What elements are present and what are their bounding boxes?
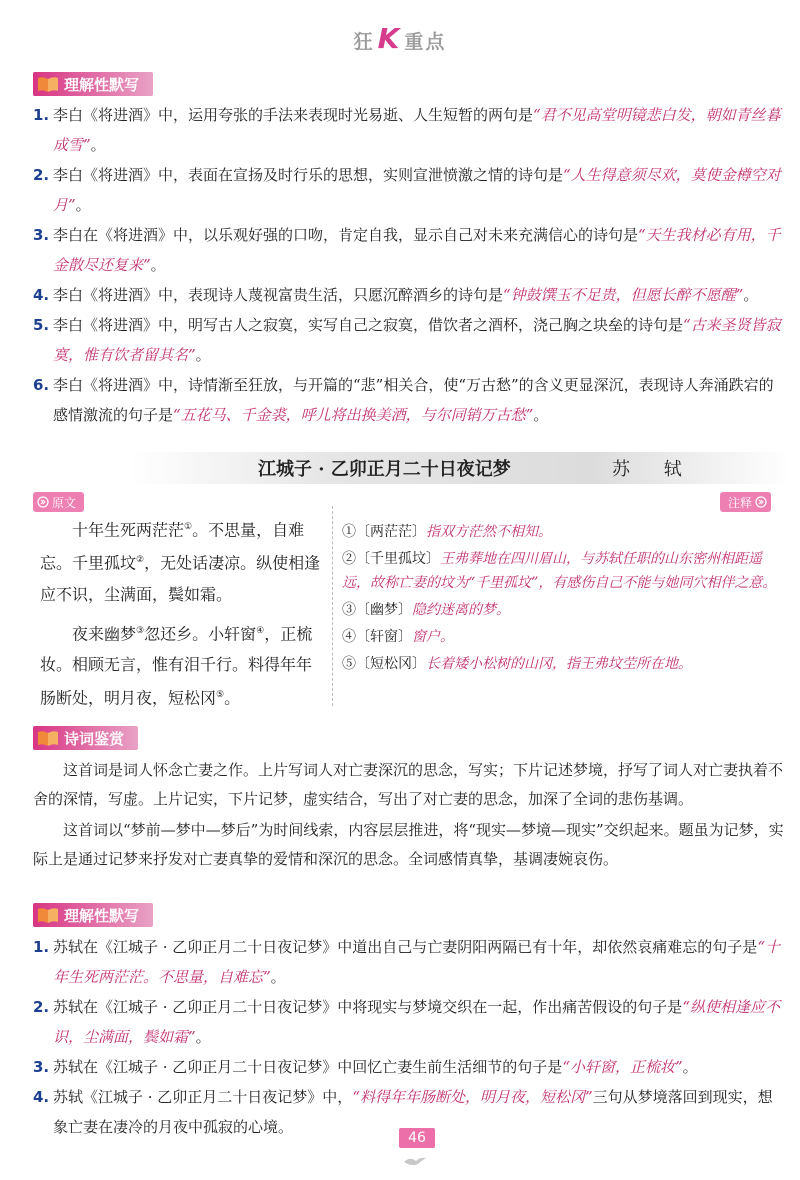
poem-stanza-2 [40, 616, 325, 714]
note-definition: 指双方茫然不相知。 [426, 524, 552, 540]
poem-line: 。不思量，自难忘。千里孤坟 [40, 520, 305, 573]
question-text: 李白《将进酒》中，明写古人之寂寞，实写自己之寂寞，借饮者之酒杯，浇己胸之块垒的诗句是 [53, 316, 684, 334]
question-tail: 。 [195, 346, 211, 364]
section-title: 理解性默写 [64, 75, 140, 94]
poem-original-text [40, 512, 325, 719]
arrows-icon [755, 496, 767, 508]
original-label-text: 原文 [52, 495, 77, 510]
brand-k-letter: K [377, 22, 402, 55]
footnote-marker: ① [184, 522, 193, 532]
question-number: 2. [33, 166, 50, 184]
question-text: 苏轼在《江城子 · 乙卯正月二十日夜记梦》中将现实与梦境交织在一起，作出痛苦假设的句子是 [53, 998, 683, 1016]
answer-text: “料得年年肠断处，明月夜，短松冈” [352, 1088, 593, 1106]
poem-title: 江城子 · 乙卯正月二十日夜记梦 [258, 459, 511, 480]
question-tail: 。 [75, 196, 91, 214]
question-item [33, 100, 783, 160]
question-tail: 。 [270, 968, 286, 986]
question-tail: 。 [533, 406, 549, 424]
question-text: 李白《将进酒》中，表面在宣扬及时行乐的思想，实则宣泄愤激之情的诗句是 [53, 166, 564, 184]
footnote-marker: ② [136, 555, 145, 566]
question-tail: 。 [90, 136, 106, 154]
footnote-marker: ④ [256, 625, 265, 636]
question-text: 苏轼《江城子 · 乙卯正月二十日夜记梦》中， [53, 1088, 353, 1106]
question-item [33, 280, 783, 310]
note-term: ⑤〔短松冈〕 [342, 656, 426, 672]
footnote-marker: ③ [136, 625, 145, 636]
answer-text: “古来圣贤皆寂寞，惟有饮者留其名” [53, 316, 781, 364]
poem-line: 忽还乡。小轩窗 [144, 623, 257, 643]
appreciation-text [33, 756, 785, 876]
question-item [33, 160, 783, 220]
question-number: 3. [33, 226, 50, 244]
question-number: 4. [33, 1088, 50, 1106]
appreciation-paragraph: 这首词以“梦前—梦中—梦后”为时间线索，内容层层推进，将“现实—梦境—现实”交织起来。题虽为记梦，实际上是通过记梦来抒发对亡妻真挚的爱情和深沉的思念。全词感情真挚，基调凄婉哀伤。 [33, 821, 784, 868]
question-number: 6. [33, 376, 50, 394]
note-item [342, 625, 787, 649]
page-header [0, 0, 800, 62]
question-text: 李白《将进酒》中，诗情渐至狂放，与开篇的“悲”相关合，使“万古愁”的含义更显深沉，表现诗人奔涌跌宕的感情激流的句子是 [53, 376, 774, 424]
note-item [342, 652, 787, 676]
question-list-1 [33, 100, 783, 430]
question-text: 苏轼在《江城子 · 乙卯正月二十日夜记梦》中回忆亡妻生前生活细节的句子是 [53, 1058, 563, 1076]
poem-line: 十年生死两茫茫 [72, 520, 185, 540]
page-number: 46 [399, 1128, 435, 1148]
note-term: ②〔千里孤坟〕 [342, 551, 440, 567]
brand-right-text: 重点 [404, 31, 447, 53]
answer-text: “小轩窗，正梳妆” [562, 1058, 683, 1076]
poem-stanza-1 [40, 512, 325, 610]
answer-text: “钟鼓馔玉不足贵，但愿长醉不愿醒” [503, 286, 744, 304]
book-icon [37, 729, 59, 747]
arrows-icon [37, 496, 49, 508]
brand-logo [354, 22, 447, 55]
bird-icon [400, 1152, 430, 1168]
question-tail: 。 [682, 1058, 698, 1076]
original-text-label [33, 492, 84, 512]
note-term: ①〔两茫茫〕 [342, 524, 426, 540]
question-item [33, 370, 783, 430]
appreciation-paragraph: 这首词是词人怀念亡妻之作。上片写词人对亡妻深沉的思念，写实；下片记述梦境，抒写了词人对亡妻执着不舍的深情，写虚。上片记实，下片记梦，虚实结合，写出了对亡妻的思念，加深了全词的悲伤基调。 [33, 761, 784, 808]
book-icon [37, 75, 59, 93]
question-tail: 三句从梦境落回到现实，想象亡妻在凄冷的月夜中孤寂的心境。 [53, 1088, 773, 1136]
note-item [342, 598, 787, 622]
question-text: 李白《将进酒》中，运用夸张的手法来表现时光易逝、人生短暂的两句是 [53, 106, 534, 124]
note-definition: 王弗葬地在四川眉山，与苏轼任职的山东密州相距遥远，故称亡妻的坟为“千里孤坟”，有感伤自己不能与她同穴相伴之意。 [342, 551, 777, 591]
poem-line: 夜来幽梦 [72, 623, 137, 643]
note-term: ④〔轩窗〕 [342, 629, 412, 645]
question-text: 李白《将进酒》中，表现诗人蔑视富贵生活，只愿沉醉酒乡的诗句是 [53, 286, 504, 304]
question-number: 1. [33, 106, 50, 124]
answer-text: “纵使相逢应不识，尘满面，鬓如霜” [53, 998, 780, 1046]
answer-text: “天生我材必有用，千金散尽还复来” [53, 226, 781, 274]
answer-text: “十年生死两茫茫。不思量，自难忘” [53, 938, 780, 986]
section-title: 诗词鉴赏 [64, 729, 125, 748]
poem-notes [342, 520, 787, 679]
question-tail: 。 [195, 1028, 211, 1046]
poem-line: ，正梳妆。相顾无言，惟有泪千行。料得年年肠断处，明月夜，短松冈 [40, 623, 313, 708]
note-item [342, 547, 787, 595]
question-item [33, 220, 783, 280]
section-tag-understanding-2 [33, 903, 153, 927]
question-tail: 。 [743, 286, 759, 304]
question-list-2 [33, 932, 783, 1142]
question-text: 苏轼在《江城子 · 乙卯正月二十日夜记梦》中道出自己与亡妻阴阳两隔已有十年，却依然哀痛难忘的句子是 [53, 938, 758, 956]
answer-text: “人生得意须尽欢，莫使金樽空对月” [53, 166, 781, 214]
answer-text: “五花马、千金裘，呼儿将出换美酒，与尔同销万古愁” [173, 406, 534, 424]
poem-line: ，无处话凄凉。纵使相逢应不识，尘满面，鬓如霜。 [40, 553, 321, 604]
question-number: 4. [33, 286, 50, 304]
notes-label-text: 注释 [728, 495, 753, 510]
question-number: 3. [33, 1058, 50, 1076]
question-item [33, 932, 783, 992]
poem-line: 。 [224, 688, 241, 708]
column-divider [332, 506, 333, 706]
note-item [342, 520, 787, 544]
note-definition: 窗户。 [412, 629, 454, 645]
question-item [33, 1052, 783, 1082]
question-tail: 。 [150, 256, 166, 274]
section-tag-appreciation [33, 726, 138, 750]
note-definition: 隐约迷离的梦。 [412, 602, 510, 618]
book-icon [37, 906, 59, 924]
question-item [33, 310, 783, 370]
footnote-marker: ⑤ [216, 689, 225, 700]
section-title: 理解性默写 [64, 906, 140, 925]
question-number: 5. [33, 316, 50, 334]
note-definition: 长着矮小松树的山冈，指王弗坟茔所在地。 [426, 656, 692, 672]
question-text: 李白在《将进酒》中，以乐观好强的口吻，肯定自我，显示自己对未来充满信心的诗句是 [53, 226, 639, 244]
note-term: ③〔幽梦〕 [342, 602, 412, 618]
notes-label [720, 492, 771, 512]
section-tag-understanding-1 [33, 72, 153, 96]
question-item [33, 992, 783, 1052]
question-number: 2. [33, 998, 50, 1016]
answer-text: “君不见高堂明镜悲白发，朝如青丝暮成雪” [53, 106, 781, 154]
question-number: 1. [33, 938, 50, 956]
brand-left-text: 狂 [353, 31, 375, 53]
poem-author: 苏 轼 [612, 459, 696, 480]
